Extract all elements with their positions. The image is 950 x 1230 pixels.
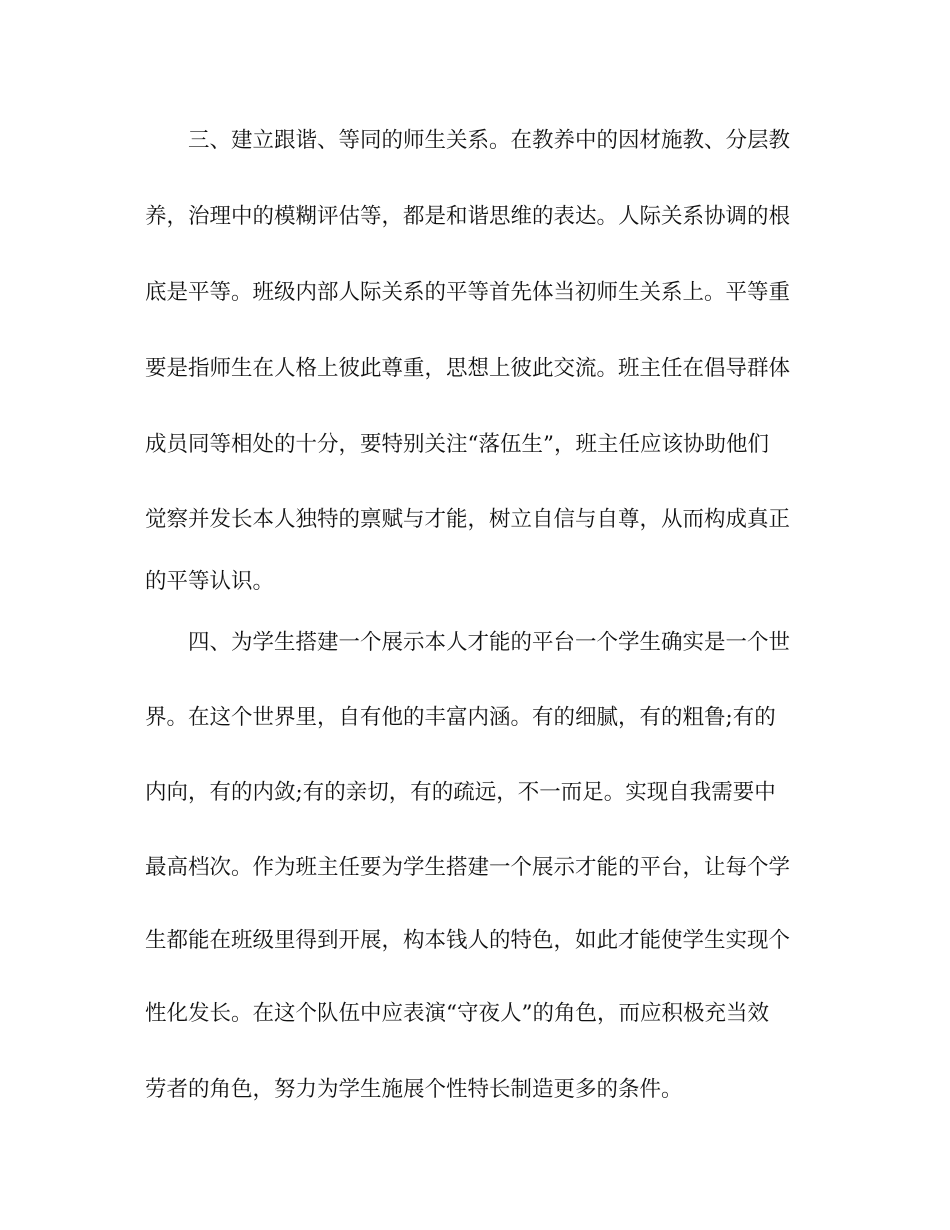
text-line: 四、为学生搭建一个展示本人才能的平台一个学生确实是一个世 [145, 630, 791, 655]
text-line: 生都能在班级里得到开展，构本钱人的特色，如此才能使学生实现个 [145, 928, 791, 953]
text-line: 的平等认识。 [145, 569, 275, 594]
text-line: 最高档次。作为班主任要为学生搭建一个展示才能的平台，让每个学 [145, 855, 791, 880]
text-line: 内向，有的内敛;有的亲切，有的疏远，不一而足。实现自我需要中 [145, 780, 776, 805]
text-line: 底是平等。班级内部人际关系的平等首先体当初师生关系上。平等重 [145, 280, 791, 305]
text-line: 界。在这个世界里，自有他的丰富内涵。有的细腻，有的粗鲁;有的 [145, 705, 776, 730]
text-line: 成员同等相处的十分，要特别关注“落伍生”，班主任应该协助他们 [145, 432, 769, 457]
text-line: 要是指师生在人格上彼此尊重，思想上彼此交流。班主任在倡导群体 [145, 356, 791, 381]
text-line: 觉察并发长本人独特的禀赋与才能，树立自信与自尊，从而构成真正 [145, 507, 791, 532]
text-line: 性化发长。在这个队伍中应表演“守夜人”的角色，而应积极充当效 [145, 1001, 769, 1026]
text-line: 三、建立跟谐、等同的师生关系。在教养中的因材施教、分层教 [145, 128, 791, 153]
text-line: 养，治理中的模糊评估等，都是和谐思维的表达。人际关系协调的根 [145, 204, 791, 229]
text-line: 劳者的角色，努力为学生施展个性特长制造更多的条件。 [145, 1077, 683, 1102]
